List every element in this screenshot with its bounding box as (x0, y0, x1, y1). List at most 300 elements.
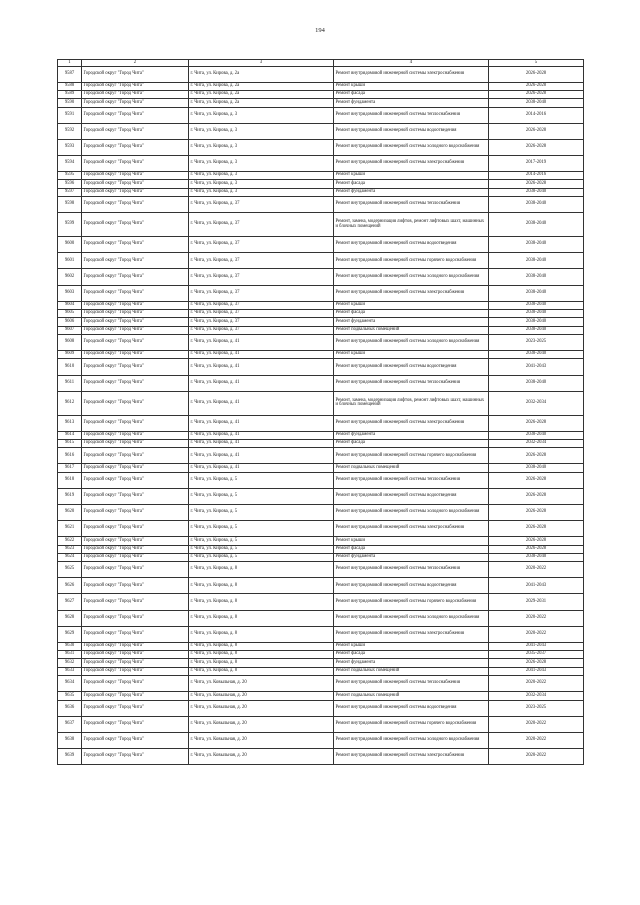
period-cell: 2014-2016 (489, 107, 584, 123)
period-cell: 2026-2028 (489, 91, 584, 99)
address-cell: г. Чита, ул. Кирова, д. 3 (189, 188, 334, 196)
municipality-cell: Городской округ "Город Чита" (82, 700, 189, 716)
address-cell: г. Чита, ул. Кирова, д. 2а (189, 82, 334, 90)
work-type-cell: Ремонт фасада (334, 545, 489, 553)
table-row (58, 180, 584, 188)
record-number: 9594 (58, 156, 82, 172)
address-cell: г. Чита, ул. Кирова, д. 5 (189, 545, 334, 553)
table-row (58, 716, 584, 732)
address-cell: г. Чита, ул. Кирова, д. 41 (189, 375, 334, 391)
municipality-cell: Городской округ "Город Чита" (82, 488, 189, 504)
address-cell: г. Чита, ул. Кирова, д. 41 (189, 431, 334, 439)
table-row (58, 156, 584, 172)
table-row (58, 139, 584, 155)
work-type-cell: Ремонт внутридомовой инженерной системы холодного водоснабжения (334, 505, 489, 521)
period-cell: 2026-2028 (489, 537, 584, 545)
record-number: 9602 (58, 269, 82, 285)
work-type-cell: Ремонт внутридомовой инженерной системы горячего водоснабжения (334, 716, 489, 732)
table-row (58, 301, 584, 309)
work-type-cell: Ремонт внутридомовой инженерной системы водоотведения (334, 123, 489, 139)
municipality-cell: Городской округ "Город Чита" (82, 562, 189, 578)
work-type-cell: Ремонт внутридомовой инженерной системы водоотведения (334, 237, 489, 253)
table-row (58, 651, 584, 659)
work-type-cell: Ремонт крыши (334, 642, 489, 650)
record-number: 9611 (58, 375, 82, 391)
table-row (58, 318, 584, 326)
address-cell: г. Чита, ул. Кирова, д. 3 (189, 156, 334, 172)
municipality-cell: Городской округ "Город Чита" (82, 716, 189, 732)
work-type-cell: Ремонт крыши (334, 172, 489, 180)
address-cell: г. Чита, ул. Кирова, д. 41 (189, 464, 334, 472)
table-row (58, 431, 584, 439)
period-cell: 2038-2040 (489, 464, 584, 472)
address-cell: г. Чита, ул. Кирова, д. 5 (189, 472, 334, 488)
period-cell: 2026-2028 (489, 488, 584, 504)
record-number: 9612 (58, 391, 82, 415)
period-cell: 2020-2022 (489, 676, 584, 692)
record-number: 9608 (58, 334, 82, 350)
municipality-cell: Городской округ "Город Чита" (82, 651, 189, 659)
table-row (58, 545, 584, 553)
address-cell: г. Чита, ул. Кирова, д. 41 (189, 334, 334, 350)
repair-schedule-table (57, 59, 584, 765)
period-cell: 2026-2028 (489, 659, 584, 667)
address-cell: г. Чита, ул. Кирова, д. 5 (189, 553, 334, 561)
period-cell: 2032-2034 (489, 440, 584, 448)
table-row (58, 578, 584, 594)
address-cell: г. Чита, ул. Кирова, д. 8 (189, 659, 334, 667)
period-cell: 2038-2040 (489, 253, 584, 269)
record-number: 9609 (58, 351, 82, 359)
period-cell: 2041-2043 (489, 667, 584, 675)
address-cell: г. Чита, ул. Кирова, д. 37 (189, 253, 334, 269)
period-cell: 2029-2031 (489, 594, 584, 610)
address-cell: г. Чита, ул. Ковыльная, д. 20 (189, 676, 334, 692)
record-number: 9613 (58, 415, 82, 431)
record-number: 9607 (58, 326, 82, 334)
table-row (58, 91, 584, 99)
work-type-cell: Ремонт подвальных помещений (334, 326, 489, 334)
record-number: 9588 (58, 82, 82, 90)
record-number: 9595 (58, 172, 82, 180)
address-cell: г. Чита, ул. Кирова, д. 5 (189, 521, 334, 537)
table-header (58, 60, 584, 67)
record-number: 9614 (58, 431, 82, 439)
period-cell: 2020-2022 (489, 716, 584, 732)
municipality-cell: Городской округ "Город Чита" (82, 359, 189, 375)
period-cell: 2026-2028 (489, 180, 584, 188)
record-number: 9600 (58, 237, 82, 253)
column-header-2: 2 (82, 60, 189, 67)
work-type-cell: Ремонт внутридомовой инженерной системы водоотведения (334, 359, 489, 375)
work-type-cell: Ремонт внутридомовой инженерной системы теплоснабжения (334, 375, 489, 391)
address-cell: г. Чита, ул. Кирова, д. 3 (189, 139, 334, 155)
period-cell: 2026-2028 (489, 505, 584, 521)
table-row (58, 562, 584, 578)
address-cell: г. Чита, ул. Кирова, д. 8 (189, 594, 334, 610)
column-header-4: 4 (334, 60, 489, 67)
table-row (58, 326, 584, 334)
table-row (58, 505, 584, 521)
period-cell: 2020-2022 (489, 748, 584, 764)
work-type-cell: Ремонт внутридомовой инженерной системы электроснабжения (334, 156, 489, 172)
municipality-cell: Городской округ "Город Чита" (82, 139, 189, 155)
table-row (58, 642, 584, 650)
period-cell: 2026-2028 (489, 123, 584, 139)
table-row (58, 269, 584, 285)
municipality-cell: Городской округ "Город Чита" (82, 82, 189, 90)
municipality-cell: Городской округ "Город Чита" (82, 464, 189, 472)
period-cell: 2038-2040 (489, 351, 584, 359)
table-row (58, 123, 584, 139)
municipality-cell: Городской округ "Город Чита" (82, 66, 189, 82)
work-type-cell: Ремонт внутридомовой инженерной системы горячего водоснабжения (334, 594, 489, 610)
table-row (58, 285, 584, 301)
municipality-cell: Городской округ "Город Чита" (82, 237, 189, 253)
table-row (58, 594, 584, 610)
municipality-cell: Городской округ "Город Чита" (82, 123, 189, 139)
record-number: 9625 (58, 562, 82, 578)
record-number: 9618 (58, 472, 82, 488)
municipality-cell: Городской округ "Город Чита" (82, 415, 189, 431)
table-row (58, 626, 584, 642)
address-cell: г. Чита, ул. Кирова, д. 5 (189, 488, 334, 504)
record-number: 9629 (58, 626, 82, 642)
municipality-cell: Городской округ "Город Чита" (82, 553, 189, 561)
table-row (58, 213, 584, 237)
municipality-cell: Городской округ "Город Чита" (82, 269, 189, 285)
table-row (58, 692, 584, 700)
table-row (58, 448, 584, 464)
table-row (58, 172, 584, 180)
work-type-cell: Ремонт внутридомовой инженерной системы электроснабжения (334, 285, 489, 301)
municipality-cell: Городской округ "Город Чита" (82, 301, 189, 309)
work-type-cell: Ремонт фундамента (334, 659, 489, 667)
table-row (58, 667, 584, 675)
period-cell: 2023-2025 (489, 334, 584, 350)
table-row (58, 107, 584, 123)
record-number: 9610 (58, 359, 82, 375)
table-row (58, 82, 584, 90)
record-number: 9622 (58, 537, 82, 545)
address-cell: г. Чита, ул. Кирова, д. 8 (189, 626, 334, 642)
table-row (58, 359, 584, 375)
period-cell: 2038-2040 (489, 188, 584, 196)
work-type-cell: Ремонт подвальных помещений (334, 692, 489, 700)
table-row (58, 659, 584, 667)
work-type-cell: Ремонт фасада (334, 309, 489, 317)
municipality-cell: Городской округ "Город Чита" (82, 156, 189, 172)
table-row (58, 391, 584, 415)
municipality-cell: Городской округ "Город Чита" (82, 431, 189, 439)
address-cell: г. Чита, ул. Кирова, д. 37 (189, 309, 334, 317)
address-cell: г. Чита, ул. Кирова, д. 5 (189, 505, 334, 521)
work-type-cell: Ремонт внутридомовой инженерной системы теплоснабжения (334, 472, 489, 488)
work-type-cell: Ремонт внутридомовой инженерной системы водоотведения (334, 488, 489, 504)
table-row (58, 472, 584, 488)
table-row (58, 464, 584, 472)
municipality-cell: Городской округ "Город Чита" (82, 748, 189, 764)
period-cell: 2038-2040 (489, 237, 584, 253)
municipality-cell: Городской округ "Город Чита" (82, 545, 189, 553)
address-cell: г. Чита, ул. Кирова, д. 37 (189, 197, 334, 213)
table-row (58, 488, 584, 504)
period-cell: 2038-2040 (489, 301, 584, 309)
work-type-cell: Ремонт внутридомовой инженерной системы теплоснабжения (334, 562, 489, 578)
address-cell: г. Чита, ул. Кирова, д. 41 (189, 351, 334, 359)
work-type-cell: Ремонт внутридомовой инженерной системы теплоснабжения (334, 676, 489, 692)
record-number: 9639 (58, 748, 82, 764)
address-cell: г. Чита, ул. Кирова, д. 8 (189, 651, 334, 659)
municipality-cell: Городской округ "Город Чита" (82, 172, 189, 180)
municipality-cell: Городской округ "Город Чита" (82, 676, 189, 692)
table-row (58, 66, 584, 82)
municipality-cell: Городской округ "Город Чита" (82, 505, 189, 521)
municipality-cell: Городской округ "Город Чита" (82, 642, 189, 650)
record-number: 9599 (58, 213, 82, 237)
period-cell: 2038-2040 (489, 309, 584, 317)
work-type-cell: Ремонт крыши (334, 537, 489, 545)
work-type-cell: Ремонт внутридомовой инженерной системы горячего водоснабжения (334, 448, 489, 464)
period-cell: 2026-2028 (489, 448, 584, 464)
address-cell: г. Чита, ул. Кирова, д. 37 (189, 269, 334, 285)
period-cell: 2038-2040 (489, 285, 584, 301)
address-cell: г. Чита, ул. Ковыльная, д. 20 (189, 700, 334, 716)
work-type-cell: Ремонт фундамента (334, 99, 489, 107)
record-number: 9638 (58, 732, 82, 748)
address-cell: г. Чита, ул. Кирова, д. 3 (189, 107, 334, 123)
work-type-cell: Ремонт фундамента (334, 188, 489, 196)
work-type-cell: Ремонт внутридомовой инженерной системы холодного водоснабжения (334, 269, 489, 285)
address-cell: г. Чита, ул. Кирова, д. 41 (189, 359, 334, 375)
work-type-cell: Ремонт крыши (334, 301, 489, 309)
address-cell: г. Чита, ул. Кирова, д. 37 (189, 326, 334, 334)
address-cell: г. Чита, ул. Кирова, д. 8 (189, 610, 334, 626)
municipality-cell: Городской округ "Город Чита" (82, 197, 189, 213)
address-cell: г. Чита, ул. Кирова, д. 37 (189, 318, 334, 326)
work-type-cell: Ремонт подвальных помещений (334, 464, 489, 472)
table-row (58, 748, 584, 764)
address-cell: г. Чита, ул. Кирова, д. 8 (189, 562, 334, 578)
municipality-cell: Городской округ "Город Чита" (82, 253, 189, 269)
address-cell: г. Чита, ул. Кирова, д. 37 (189, 285, 334, 301)
period-cell: 2032-2034 (489, 391, 584, 415)
work-type-cell: Ремонт внутридомовой инженерной системы холодного водоснабжения (334, 334, 489, 350)
record-number: 9615 (58, 440, 82, 448)
period-cell: 2038-2040 (489, 99, 584, 107)
record-number: 9620 (58, 505, 82, 521)
work-type-cell: Ремонт внутридомовой инженерной системы холодного водоснабжения (334, 139, 489, 155)
address-cell: г. Чита, ул. Ковыльная, д. 20 (189, 748, 334, 764)
period-cell: 2020-2022 (489, 610, 584, 626)
table-row (58, 610, 584, 626)
municipality-cell: Городской округ "Город Чита" (82, 578, 189, 594)
municipality-cell: Городской округ "Город Чита" (82, 107, 189, 123)
period-cell: 2017-2019 (489, 156, 584, 172)
table-row (58, 732, 584, 748)
table-row (58, 415, 584, 431)
record-number: 9604 (58, 301, 82, 309)
record-number: 9598 (58, 197, 82, 213)
work-type-cell: Ремонт внутридомовой инженерной системы водоотведения (334, 578, 489, 594)
work-type-cell: Ремонт фундамента (334, 553, 489, 561)
municipality-cell: Городской округ "Город Чита" (82, 285, 189, 301)
table-row (58, 253, 584, 269)
period-cell: 2041-2043 (489, 578, 584, 594)
record-number: 9619 (58, 488, 82, 504)
record-number: 9634 (58, 676, 82, 692)
table-row (58, 700, 584, 716)
work-type-cell: Ремонт фасада (334, 180, 489, 188)
column-header-5: 5 (489, 60, 584, 67)
record-number: 9617 (58, 464, 82, 472)
municipality-cell: Городской округ "Город Чита" (82, 180, 189, 188)
municipality-cell: Городской округ "Город Чита" (82, 391, 189, 415)
period-cell: 2035-2037 (489, 651, 584, 659)
work-type-cell: Ремонт, замена, модернизация лифтов, ремонт лифтовых шахт, машинных и блочных помещений (334, 213, 489, 237)
municipality-cell: Городской округ "Город Чита" (82, 351, 189, 359)
address-cell: г. Чита, ул. Кирова, д. 8 (189, 578, 334, 594)
address-cell: г. Чита, ул. Ковыльная, д. 20 (189, 716, 334, 732)
address-cell: г. Чита, ул. Кирова, д. 41 (189, 415, 334, 431)
municipality-cell: Городской округ "Город Чита" (82, 594, 189, 610)
work-type-cell: Ремонт внутридомовой инженерной системы холодного водоснабжения (334, 732, 489, 748)
table-row (58, 537, 584, 545)
record-number: 9587 (58, 66, 82, 82)
period-cell: 2038-2040 (489, 197, 584, 213)
municipality-cell: Городской округ "Город Чита" (82, 309, 189, 317)
municipality-cell: Городской округ "Город Чита" (82, 334, 189, 350)
column-header-1: 1 (58, 60, 82, 67)
period-cell: 2020-2022 (489, 562, 584, 578)
table-row (58, 440, 584, 448)
address-cell: г. Чита, ул. Кирова, д. 8 (189, 667, 334, 675)
municipality-cell: Городской округ "Город Чита" (82, 537, 189, 545)
period-cell: 2026-2028 (489, 521, 584, 537)
municipality-cell: Городской округ "Город Чита" (82, 472, 189, 488)
record-number: 9589 (58, 91, 82, 99)
record-number: 9593 (58, 139, 82, 155)
record-number: 9601 (58, 253, 82, 269)
work-type-cell: Ремонт внутридомовой инженерной системы электроснабжения (334, 415, 489, 431)
period-cell: 2023-2025 (489, 700, 584, 716)
address-cell: г. Чита, ул. Кирова, д. 2а (189, 66, 334, 82)
period-cell: 2020-2022 (489, 732, 584, 748)
record-number: 9616 (58, 448, 82, 464)
period-cell: 2041-2043 (489, 642, 584, 650)
table-row (58, 375, 584, 391)
period-cell: 2038-2040 (489, 318, 584, 326)
municipality-cell: Городской округ "Город Чита" (82, 521, 189, 537)
record-number: 9631 (58, 651, 82, 659)
record-number: 9637 (58, 716, 82, 732)
table-row (58, 351, 584, 359)
table-body (58, 66, 584, 764)
address-cell: г. Чита, ул. Кирова, д. 8 (189, 642, 334, 650)
record-number: 9606 (58, 318, 82, 326)
table-row (58, 553, 584, 561)
record-number: 9633 (58, 667, 82, 675)
period-cell: 2038-2040 (489, 326, 584, 334)
municipality-cell: Городской округ "Город Чита" (82, 188, 189, 196)
table-row (58, 334, 584, 350)
work-type-cell: Ремонт внутридомовой инженерной системы электроснабжения (334, 66, 489, 82)
address-cell: г. Чита, ул. Кирова, д. 2а (189, 99, 334, 107)
municipality-cell: Городской округ "Город Чита" (82, 692, 189, 700)
table-row (58, 188, 584, 196)
record-number: 9605 (58, 309, 82, 317)
record-number: 9621 (58, 521, 82, 537)
address-cell: г. Чита, ул. Кирова, д. 37 (189, 301, 334, 309)
work-type-cell: Ремонт внутридомовой инженерной системы водоотведения (334, 700, 489, 716)
municipality-cell: Городской округ "Город Чита" (82, 732, 189, 748)
address-cell: г. Чита, ул. Кирова, д. 41 (189, 391, 334, 415)
work-type-cell: Ремонт внутридомовой инженерной системы холодного водоснабжения (334, 610, 489, 626)
period-cell: 2041-2043 (489, 359, 584, 375)
address-cell: г. Чита, ул. Кирова, д. 37 (189, 237, 334, 253)
address-cell: г. Чита, ул. Кирова, д. 3 (189, 172, 334, 180)
period-cell: 2032-2034 (489, 692, 584, 700)
work-type-cell: Ремонт фасада (334, 651, 489, 659)
work-type-cell: Ремонт внутридомовой инженерной системы теплоснабжения (334, 197, 489, 213)
address-cell: г. Чита, ул. Кирова, д. 41 (189, 440, 334, 448)
address-cell: г. Чита, ул. Кирова, д. 3 (189, 123, 334, 139)
address-cell: г. Чита, ул. Кирова, д. 2а (189, 91, 334, 99)
period-cell: 2026-2028 (489, 139, 584, 155)
record-number: 9635 (58, 692, 82, 700)
table-row (58, 309, 584, 317)
period-cell: 2038-2040 (489, 213, 584, 237)
column-header-3: 3 (189, 60, 334, 67)
record-number: 9626 (58, 578, 82, 594)
work-type-cell: Ремонт внутридомовой инженерной системы электроснабжения (334, 748, 489, 764)
period-cell: 2026-2028 (489, 472, 584, 488)
record-number: 9590 (58, 99, 82, 107)
work-type-cell: Ремонт фундамента (334, 318, 489, 326)
municipality-cell: Городской округ "Город Чита" (82, 440, 189, 448)
record-number: 9628 (58, 610, 82, 626)
work-type-cell: Ремонт крыши (334, 82, 489, 90)
municipality-cell: Городской округ "Город Чита" (82, 610, 189, 626)
address-cell: г. Чита, ул. Кирова, д. 5 (189, 537, 334, 545)
work-type-cell: Ремонт внутридомовой инженерной системы теплоснабжения (334, 107, 489, 123)
work-type-cell: Ремонт внутридомовой инженерной системы горячего водоснабжения (334, 253, 489, 269)
work-type-cell: Ремонт внутридомовой инженерной системы электроснабжения (334, 521, 489, 537)
table-row (58, 99, 584, 107)
record-number: 9603 (58, 285, 82, 301)
work-type-cell: Ремонт, замена, модернизация лифтов, ремонт лифтовых шахт, машинных и блочных помещений (334, 391, 489, 415)
page-number: 194 (315, 27, 325, 34)
header-row (58, 60, 584, 67)
work-type-cell: Ремонт фундамента (334, 431, 489, 439)
table-row (58, 197, 584, 213)
period-cell: 2038-2040 (489, 375, 584, 391)
municipality-cell: Городской округ "Город Чита" (82, 375, 189, 391)
period-cell: 2026-2028 (489, 415, 584, 431)
record-number: 9630 (58, 642, 82, 650)
record-number: 9636 (58, 700, 82, 716)
work-type-cell: Ремонт внутридомовой инженерной системы электроснабжения (334, 626, 489, 642)
address-cell: г. Чита, ул. Ковыльная, д. 20 (189, 692, 334, 700)
municipality-cell: Городской округ "Город Чита" (82, 626, 189, 642)
work-type-cell: Ремонт фасада (334, 440, 489, 448)
record-number: 9627 (58, 594, 82, 610)
address-cell: г. Чита, ул. Кирова, д. 3 (189, 180, 334, 188)
municipality-cell: Городской округ "Город Чита" (82, 659, 189, 667)
municipality-cell: Городской округ "Город Чита" (82, 667, 189, 675)
record-number: 9596 (58, 180, 82, 188)
record-number: 9624 (58, 553, 82, 561)
